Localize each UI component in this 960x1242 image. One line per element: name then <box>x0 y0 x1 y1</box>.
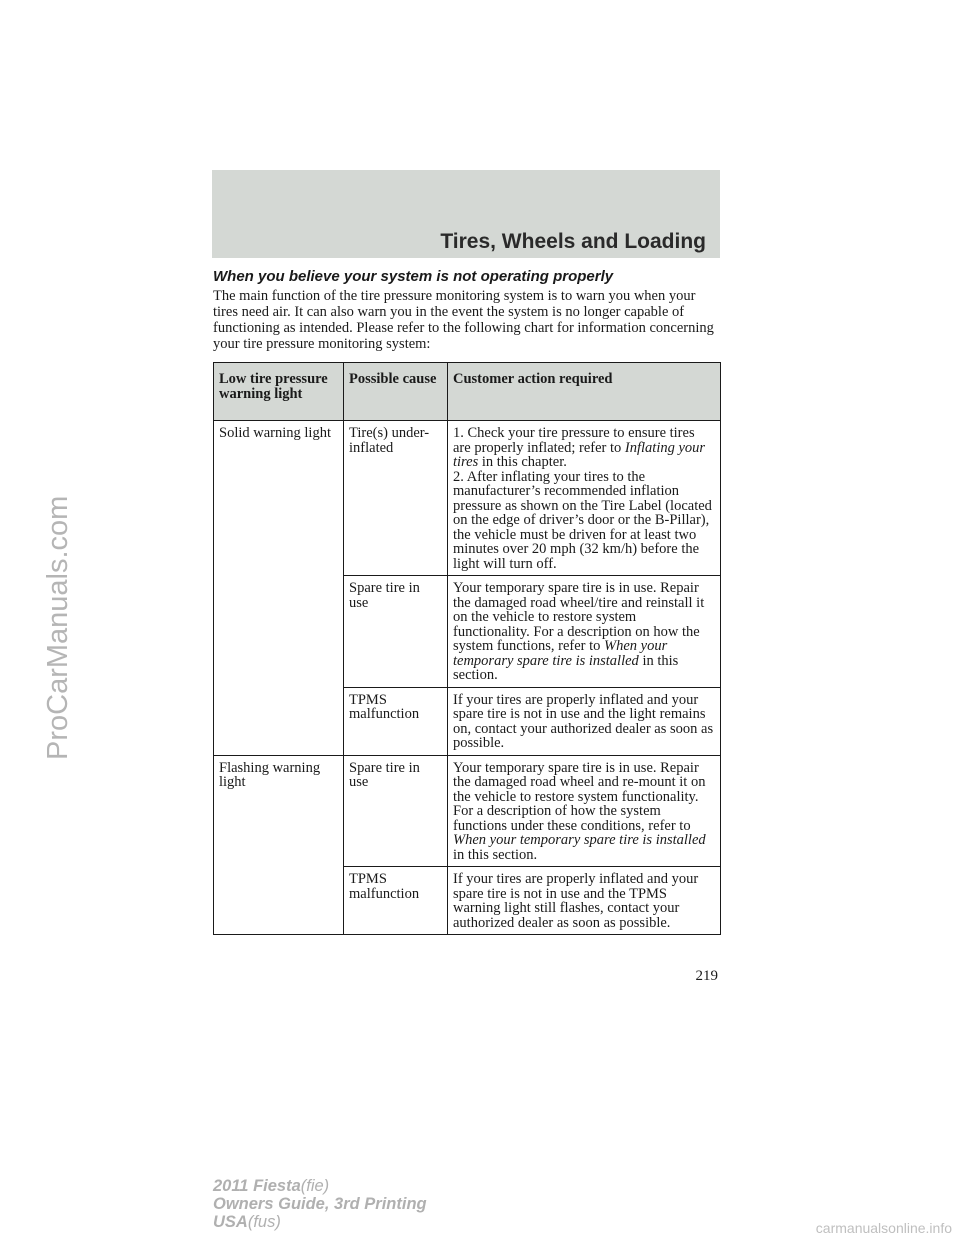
table-row <box>214 421 721 576</box>
intro-paragraph: The main function of the tire pressure monitoring system is to warn you when your tires need air. It can also warn you in the event the system is no longer capable of functioning as intended. Please refer to the following chart for information concerning your tire pressure monitoring system: <box>213 288 714 352</box>
table-row <box>214 687 721 755</box>
page-content <box>213 268 720 935</box>
cause-cell: TPMS malfunction <box>344 687 448 755</box>
cross-reference: When your temporary spare tire is installed <box>453 638 668 669</box>
action-cell <box>448 421 721 576</box>
light-cell-continued <box>214 576 344 688</box>
footer-market: USA <box>213 1213 248 1231</box>
site-watermark: carmanualsonline.info <box>815 1220 952 1236</box>
footer-model: 2011 Fiesta <box>213 1177 301 1195</box>
cause-cell: Spare tire in use <box>344 576 448 688</box>
action-text: in this section. <box>453 652 679 683</box>
action-cell <box>448 755 721 867</box>
table-row <box>214 867 721 935</box>
footer-market-code: (fus) <box>247 1213 281 1231</box>
action-text: in this chapter. <box>478 454 567 470</box>
action-text: Your temporary spare tire is in use. Repair the damaged road wheel and re-mount it on the vehicle to restore system functionality. For a description of how the system functions under these conditions, refer to <box>453 759 706 834</box>
light-cell: Flashing warning light <box>214 755 344 867</box>
cause-cell: Spare tire in use <box>344 755 448 867</box>
header-action: Customer action required <box>448 363 721 421</box>
cross-reference: Inflating your tires <box>453 439 706 470</box>
section-header-band <box>212 170 720 258</box>
cause-cell: TPMS malfunction <box>344 867 448 935</box>
footer-guide: Owners Guide, 3rd Printing <box>213 1195 427 1213</box>
table-header-row <box>214 363 721 421</box>
light-cell-continued <box>214 687 344 755</box>
section-title: Tires, Wheels and Loading <box>440 230 706 253</box>
action-cell: If your tires are properly inflated and your spare tire is not in use and the TPMS warning light still flashes, contact your authorized dealer as soon as possible. <box>448 867 721 935</box>
cross-reference: When your temporary spare tire is installed <box>453 832 706 848</box>
action-text: Your temporary spare tire is in use. Repair the damaged road wheel/tire and reinstall it on the vehicle to restore system functionality. For a description on how the system functions, refer to <box>453 580 705 654</box>
subheading: When you believe your system is not operating properly <box>213 268 614 285</box>
table-row <box>214 755 721 867</box>
page-number: 219 <box>695 968 718 984</box>
light-cell-continued <box>214 867 344 935</box>
side-watermark <box>0 0 74 1242</box>
cause-cell: Tire(s) under-inflated <box>344 421 448 576</box>
header-cause: Possible cause <box>344 363 448 421</box>
light-cell: Solid warning light <box>214 421 344 576</box>
document-footer <box>213 1177 427 1231</box>
action-cell: If your tires are properly inflated and your spare tire is not in use and the light remains on, contact your authorized dealer as soon as possible. <box>448 687 721 755</box>
action-text: in this section. <box>453 846 538 863</box>
action-text: 2. After inflating your tires to the manufacturer’s recommended inflation pressure as shown on the Tire Label (located on the edge of driver’s door or the B-Pillar), the vehicle must be driven for at least two minutes over 20 mph (32 km/h) before the light will turn off. <box>453 468 712 572</box>
footer-model-code: (fie) <box>300 1177 330 1195</box>
tpms-table <box>213 362 721 935</box>
action-text: 1. Check your tire pressure to ensure tires are properly inflated; refer to <box>453 425 695 456</box>
header-light: Low tire pressure warning light <box>214 363 344 421</box>
watermark-text: ProCarManuals.com <box>42 495 74 760</box>
action-cell <box>448 576 721 688</box>
table-row <box>214 576 721 688</box>
